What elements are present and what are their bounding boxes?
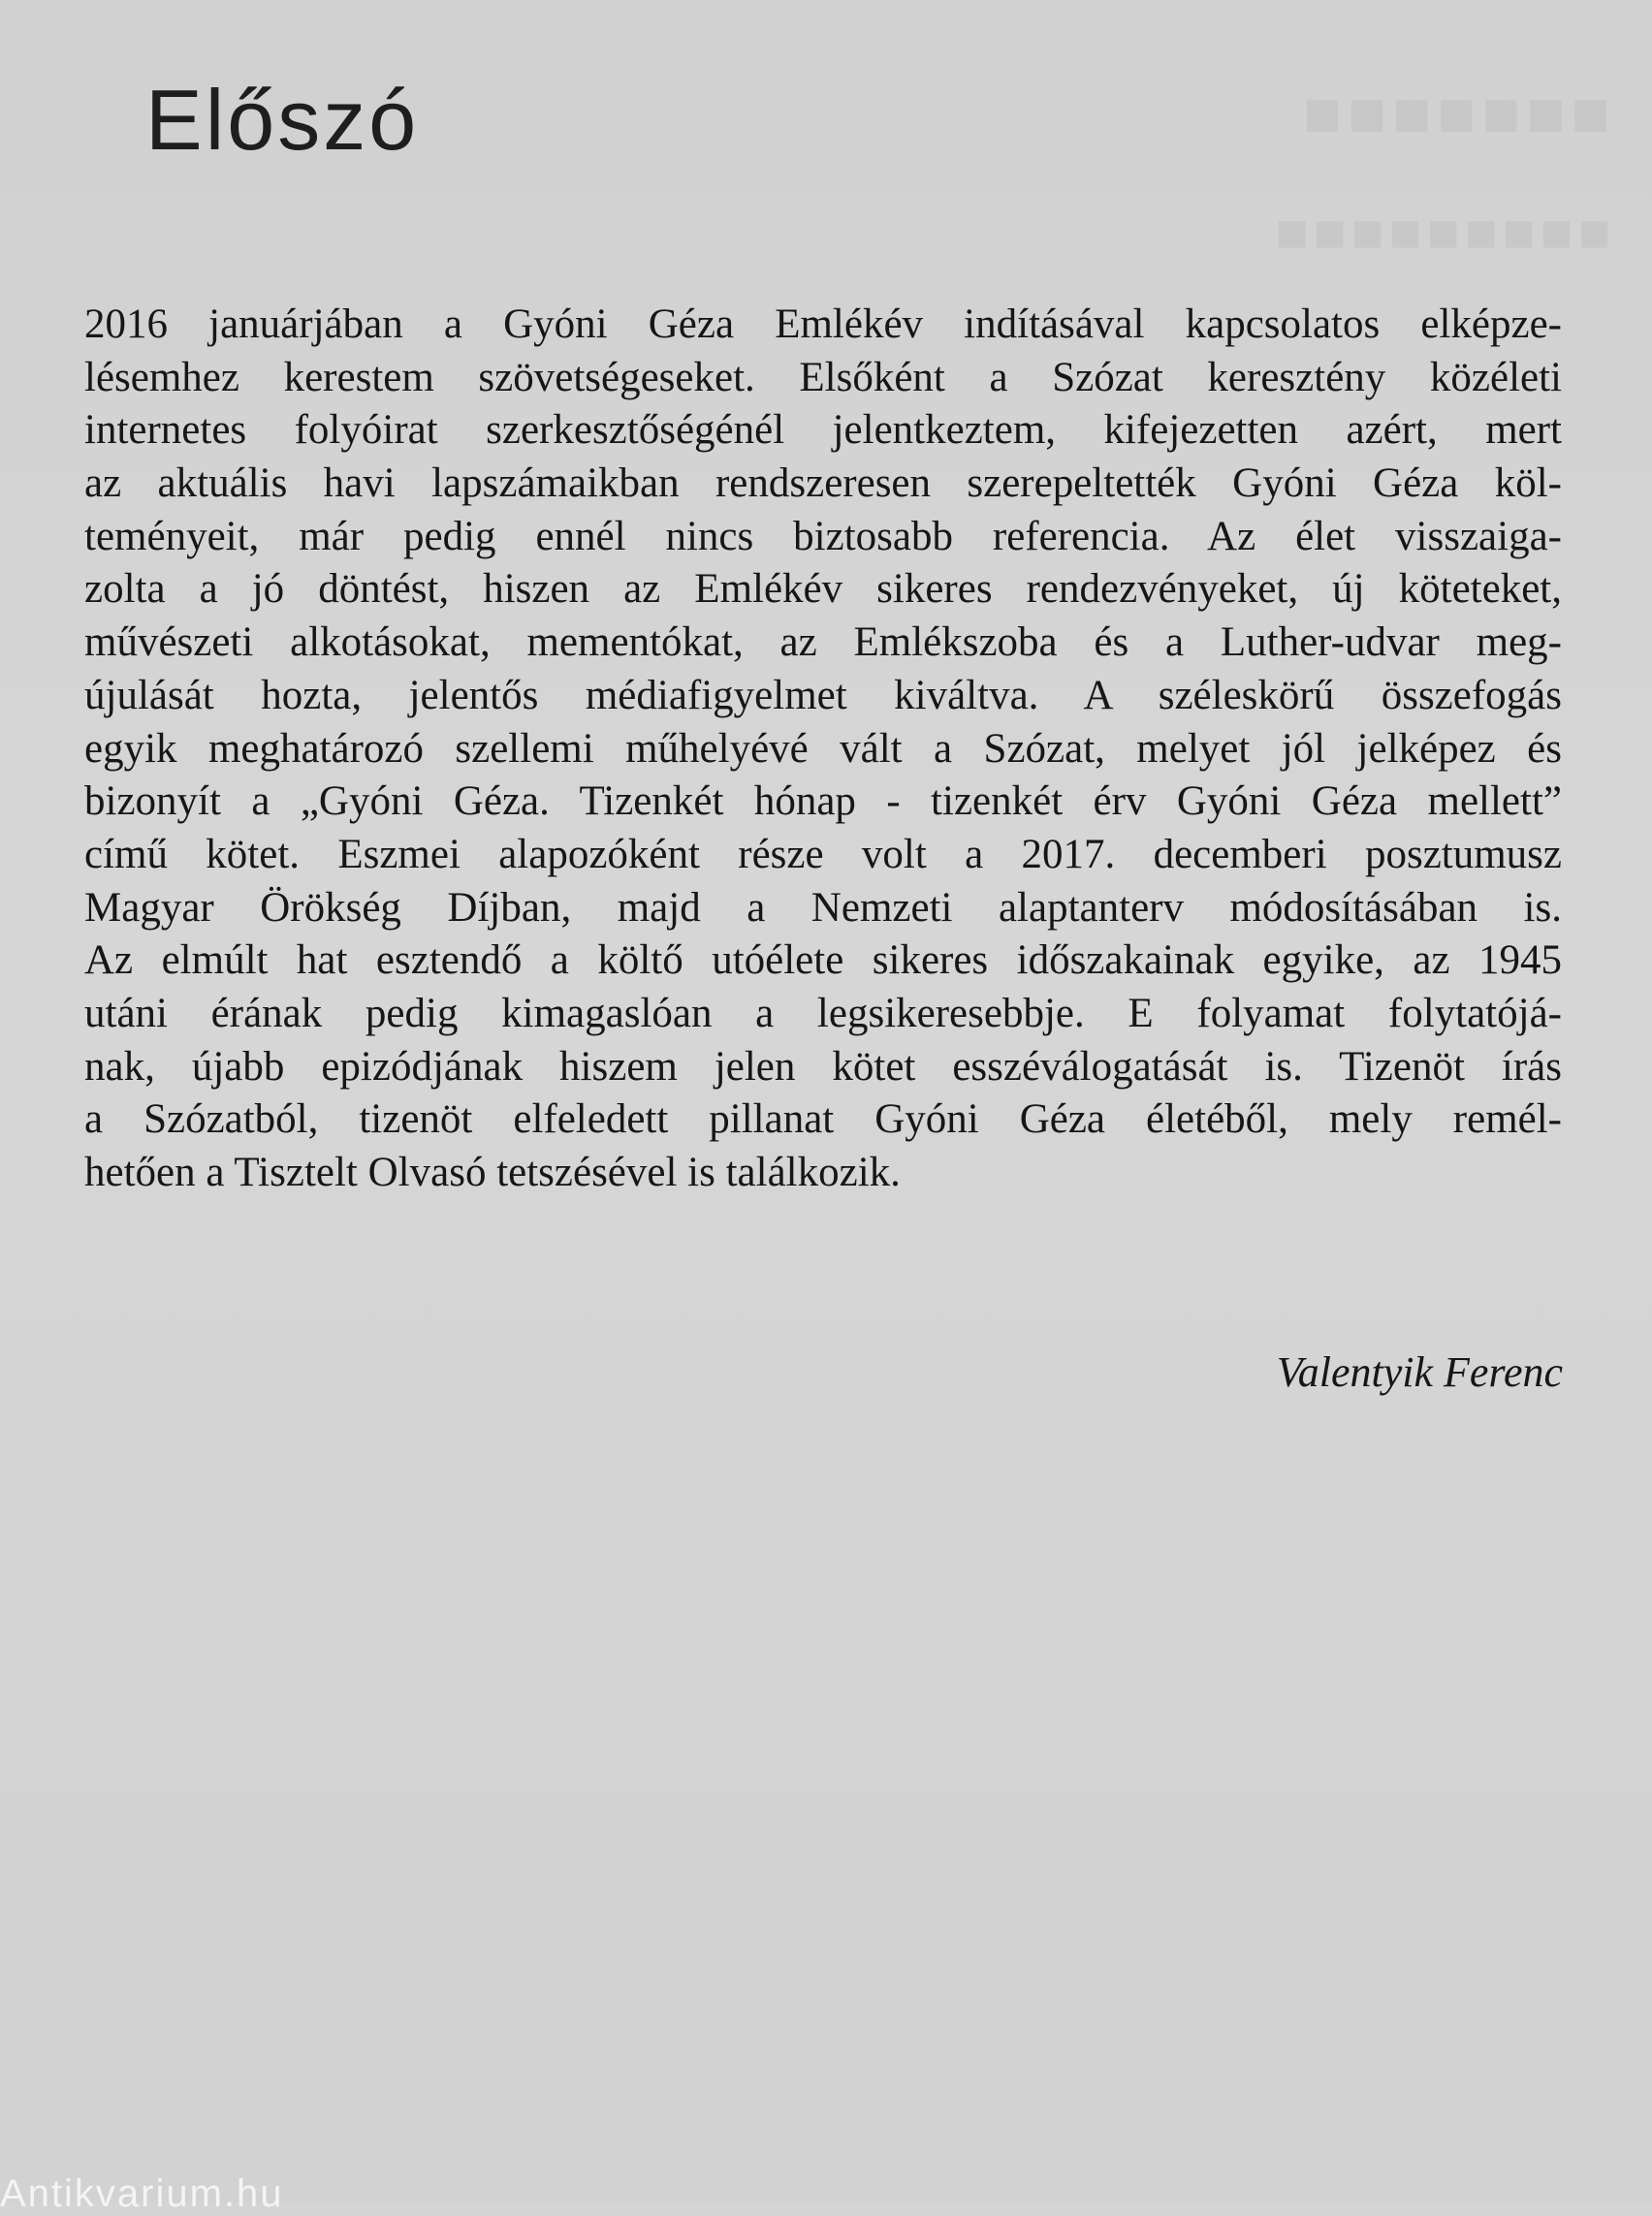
text-line: újulását hozta, jelentős médiafigyelmet kiváltva. A széleskörű összefogás — [84, 672, 1562, 718]
page-title: Előszó — [145, 72, 420, 168]
text-line: című kötet. Eszmei alapozóként része volt a 2017. decemberi posztumusz — [84, 831, 1562, 877]
text-line: lésemhez kerestem szövetségeseket. Elsőként a Szózat keresztény közéleti — [84, 354, 1562, 400]
text-line: bizonyít a „Gyóni Géza. Tizenkét hónap - tizenkét érv Gyóni Géza mellett” — [84, 778, 1562, 825]
text-line: Az elmúlt hat esztendő a költő utóélete sikeres időszakainak egyike, az 1945 — [84, 937, 1562, 984]
text-line: Magyar Örökség Díjban, majd a Nemzeti alaptanterv módosításában is. — [84, 884, 1562, 931]
text-line: hetően a Tisztelt Olvasó tetszésével is találkozik. — [84, 1150, 901, 1195]
text-line: zolta a jó döntést, hiszen az Emlékév sikeres rendezvényeket, új köteteket, — [84, 566, 1562, 613]
text-line: utáni érának pedig kimagaslóan a legsikeresebbje. E folyamat folytatójá- — [84, 990, 1562, 1036]
text-line: nak, újabb epizódjának hiszem jelen kötet esszéválogatását is. Tizenöt írás — [84, 1043, 1562, 1090]
author-signature: Valentyik Ferenc — [1276, 1348, 1563, 1396]
text-line: teményeit, már pedig ennél nincs biztosabb referencia. Az élet visszaiga- — [84, 513, 1562, 559]
show-through-text-decoration: ▪▪▪▪▪▪▪▪▪ — [1273, 172, 1613, 291]
text-line: a Szózatból, tizenöt elfeledett pillanat Gyóni Géza életéből, mely remél- — [84, 1096, 1562, 1143]
text-line: művészeti alkotásokat, mementókat, az Emlékszoba és a Luther-udvar meg- — [84, 619, 1562, 666]
text-line: az aktuális havi lapszámaikban rendszeresen szerepeltették Gyóni Géza köl- — [84, 460, 1562, 507]
show-through-text-decoration: ▪▪▪▪▪▪▪ — [1300, 41, 1613, 182]
preface-body — [84, 299, 1562, 1200]
text-line: internetes folyóirat szerkesztőségénél jelentkeztem, kifejezetten azért, mert — [84, 407, 1562, 454]
text-line: 2016 januárjában a Gyóni Géza Emlékév indításával kapcsolatos elképze- — [84, 301, 1562, 347]
text-line: egyik meghatározó szellemi műhelyévé vált a Szózat, melyet jól jelképez és — [84, 725, 1562, 772]
watermark: Antikvarium.hu — [0, 2172, 284, 2215]
